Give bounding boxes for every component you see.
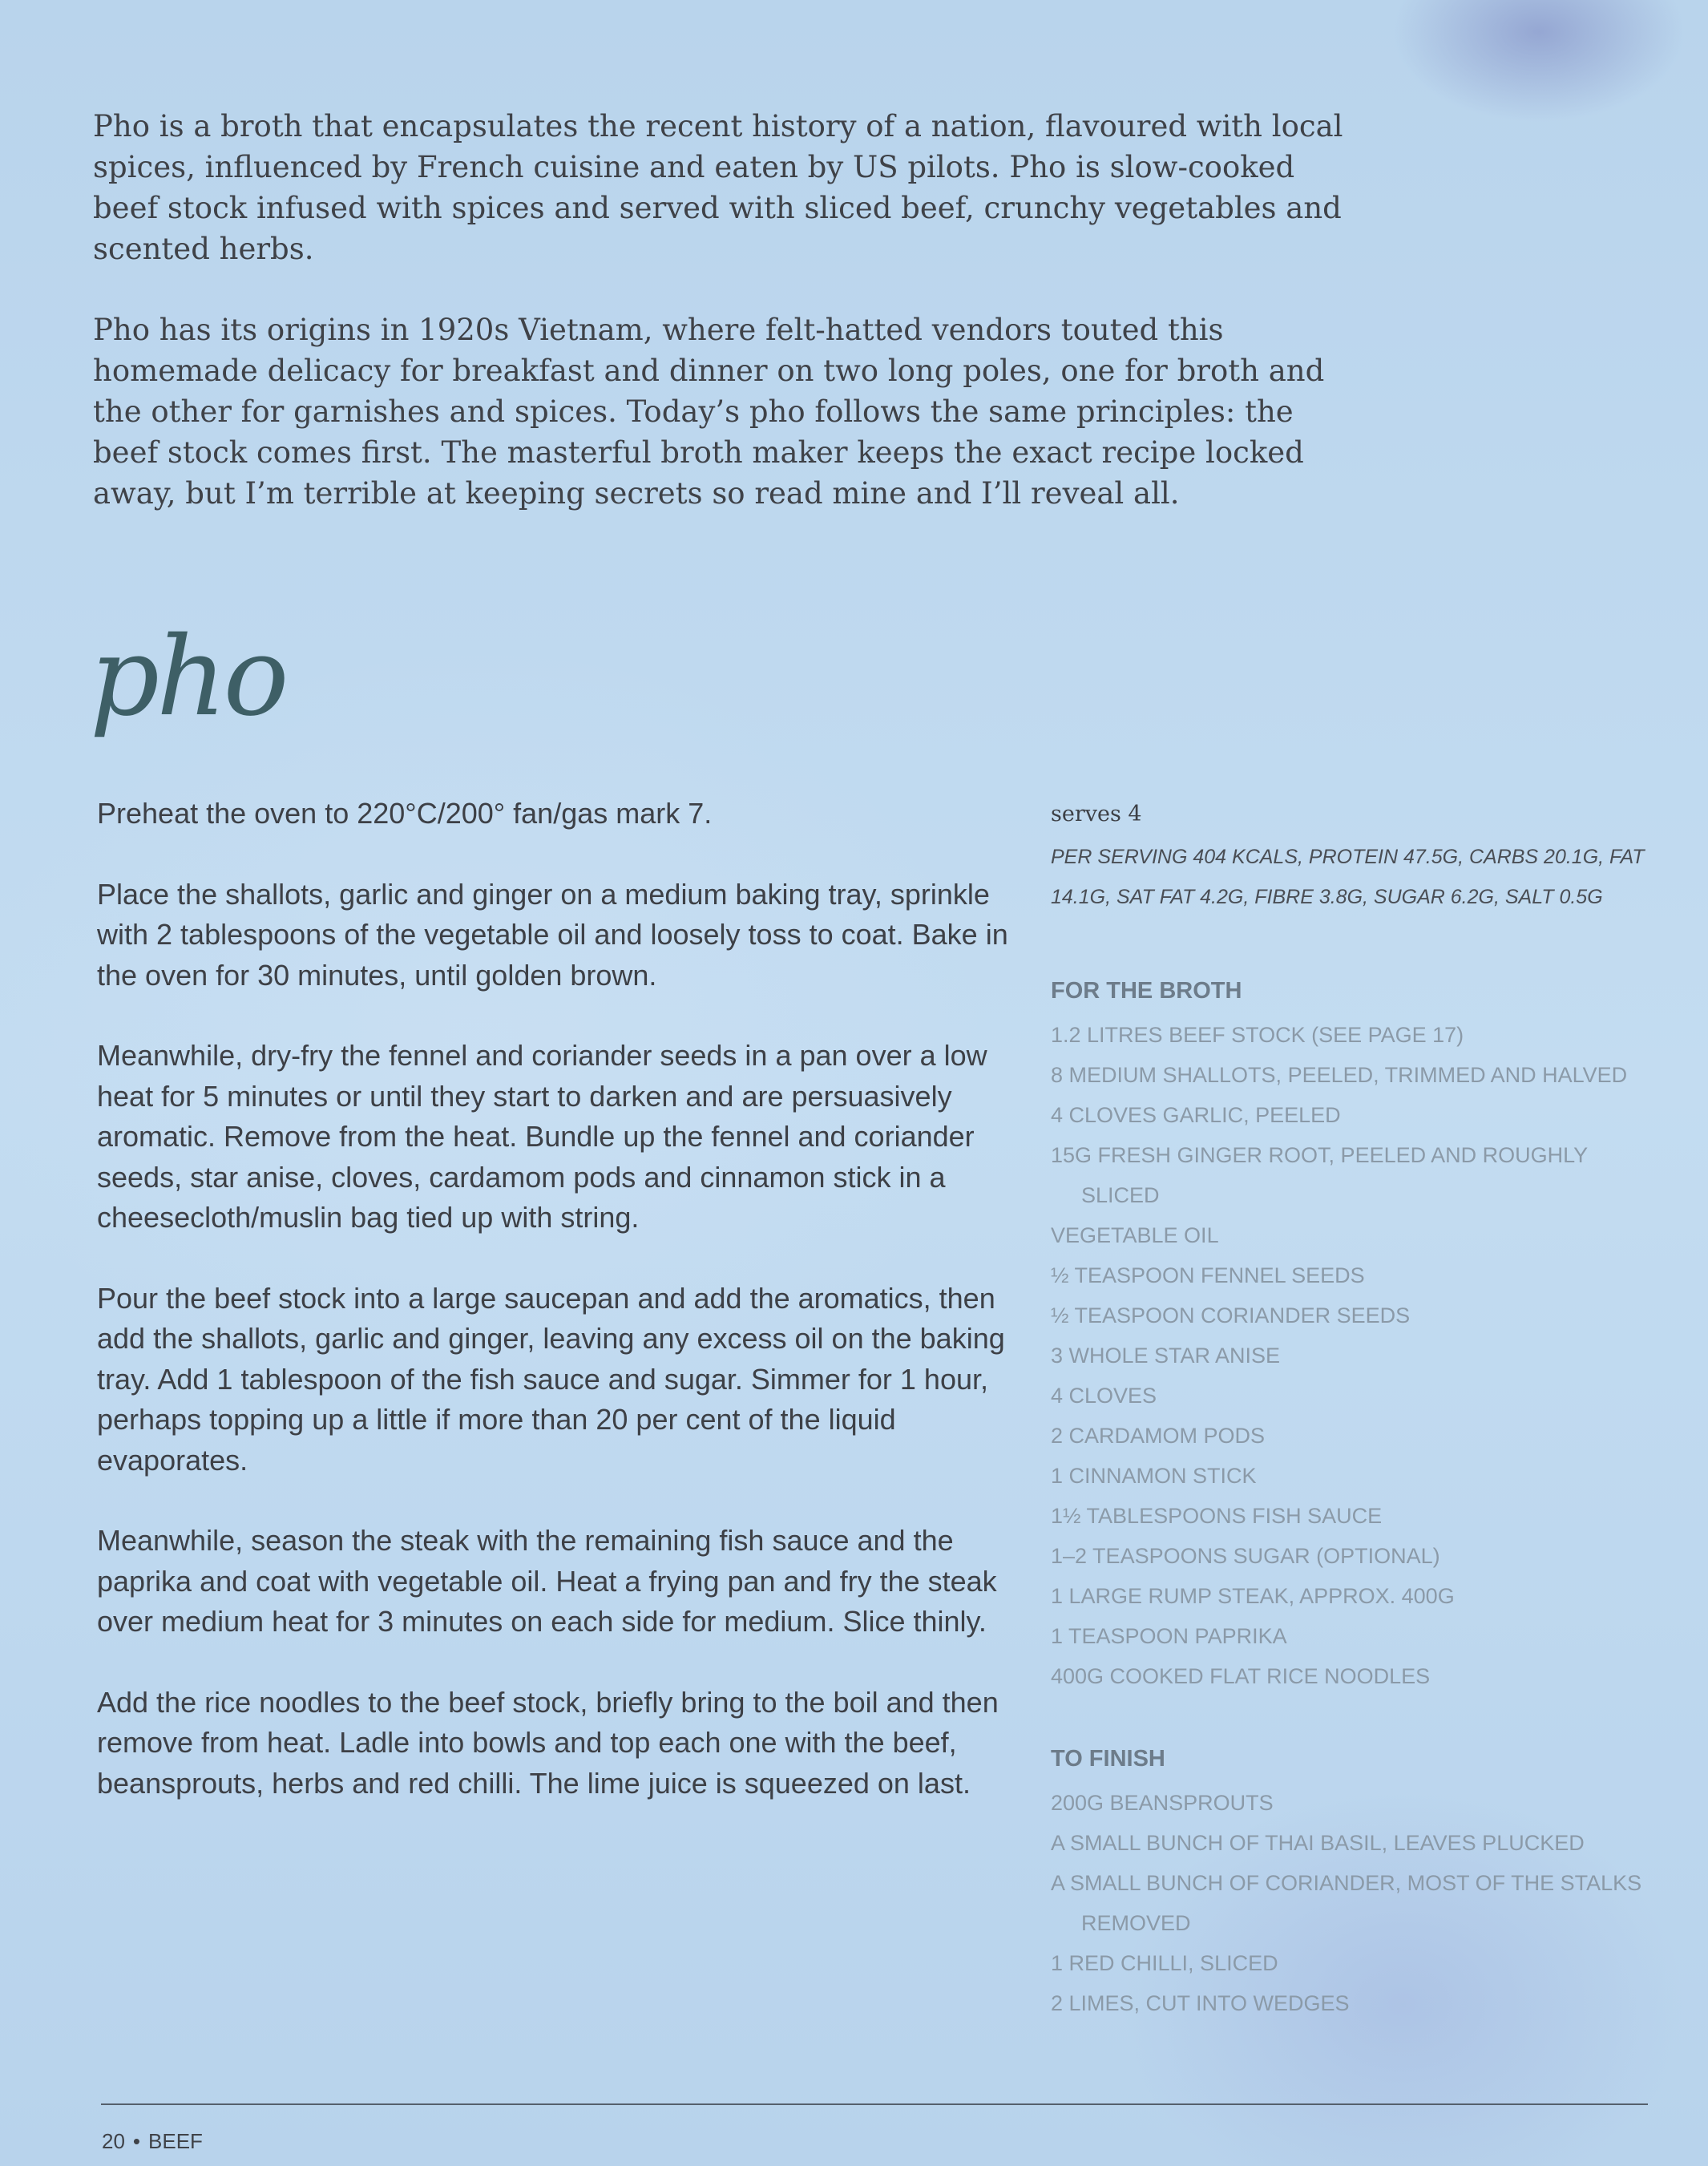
method-step: Meanwhile, season the steak with the remaining fish sauce and the paprika and coat with vegetable oil. Heat a frying pan and fry the steak over medium heat for 3 minutes on each side for medium. Slice thinly. [97,1524,997,1638]
ingredient-item: 400G COOKED FLAT RICE NOODLES [1051,1664,1431,1688]
ingredient-item: A SMALL BUNCH OF THAI BASIL, LEAVES PLUCKED [1051,1831,1585,1855]
method-step: Add the rice noodles to the beef stock, briefly bring to the boil and then remove from heat. Ladle into bowls and top each one with the beef, beansprouts, herbs and red chilli. The lime juice is squeezed on last. [97,1685,999,1800]
intro-text [93,106,1343,554]
ingredient-item: 1 LARGE RUMP STEAK, APPROX. 400G [1051,1584,1455,1608]
intro-paragraph: Pho is a broth that encapsulates the recent history of a nation, flavoured with local spices, influenced by French cuisine and eaten by US pilots. Pho is slow-cooked beef stock infused with spices and served with sliced beef, crunchy vegetables and scented herbs. [93,109,1343,266]
ingredients-panel [1051,798,1668,2068]
broth-ingredient-list [1051,1015,1668,1696]
method-step: Place the shallots, garlic and ginger on a medium baking tray, sprinkle with 2 tablespoons of the vegetable oil and loosely toss to coat. Bake in the oven for 30 minutes, until golden brown. [97,877,1008,992]
broth-heading: FOR THE BROTH [1051,978,1242,1004]
finish-ingredient-list [1051,1783,1668,2023]
ingredient-item: 8 MEDIUM SHALLOTS, PEELED, TRIMMED AND HALVED [1051,1063,1628,1087]
ingredient-item: A SMALL BUNCH OF CORIANDER, MOST OF THE STALKS REMOVED [1051,1871,1642,1935]
page-footer [102,2128,203,2155]
method-step: Meanwhile, dry-fry the fennel and coriander seeds in a pan over a low heat for 5 minutes or until they start to darken and are persuasively aromatic. Remove from the heat. Bundle up the fennel and coriander seeds, star anise, cloves, cardamom pods and cinnamon stick in a cheesecloth/muslin bag tied up with string. [97,1039,987,1234]
method-step: Pour the beef stock into a large saucepan and add the aromatics, then add the shallots, garlic and ginger, leaving any excess oil on the baking tray. Add 1 tablespoon of the fish sauce and sugar. Simmer for 1 hour, perhaps topping up a little if more than 20 per cent of the liquid evaporates. [97,1281,1005,1477]
ingredient-item: 1 CINNAMON STICK [1051,1464,1257,1488]
ingredient-item: 4 CLOVES [1051,1384,1157,1408]
ingredient-item: ½ TEASPOON FENNEL SEEDS [1051,1263,1365,1287]
method-step: Preheat the oven to 220°C/200° fan/gas mark 7. [97,797,713,830]
method-steps [97,794,1019,1844]
ingredient-item: 3 WHOLE STAR ANISE [1051,1344,1281,1368]
ingredient-item: 15G FRESH GINGER ROOT, PEELED AND ROUGHLY SLICED [1051,1143,1588,1207]
ingredient-item: ½ TEASPOON CORIANDER SEEDS [1051,1303,1411,1327]
ingredient-item: 1–2 TEASPOONS SUGAR (OPTIONAL) [1051,1544,1440,1568]
nutrition-info: PER SERVING 404 KCALS, PROTEIN 47.5G, CARBS 20.1G, FAT 14.1G, SAT FAT 4.2G, FIBRE 3.8G, SUGAR 6.2G, SALT 0.5G [1051,846,1645,908]
ingredient-item: 1.2 LITRES BEEF STOCK (SEE PAGE 17) [1051,1023,1464,1047]
recipe-title: pho [90,614,286,741]
serves-label: serves 4 [1051,802,1142,826]
finish-heading: TO FINISH [1051,1746,1165,1772]
ingredient-item: 200G BEANSPROUTS [1051,1791,1274,1815]
ingredient-item: 4 CLOVES GARLIC, PEELED [1051,1103,1341,1127]
ingredient-item: VEGETABLE OIL [1051,1223,1219,1247]
intro-paragraph: Pho has its origins in 1920s Vietnam, where felt-hatted vendors touted this homemade delicacy for breakfast and dinner on two long poles, one for broth and the other for garnishes and spices. Today’s pho follows the same principles: the beef stock comes first. The masterful broth maker keeps the exact recipe locked away, but I’m terrible at keeping secrets so read mine and I’ll reveal all. [93,313,1325,511]
page-number: 20 [102,2129,125,2153]
ingredient-item: 1½ TABLESPOONS FISH SAUCE [1051,1504,1383,1528]
footer-divider [101,2103,1648,2105]
ingredient-item: 2 LIMES, CUT INTO WEDGES [1051,1991,1350,2015]
ingredient-item: 2 CARDAMOM PODS [1051,1424,1266,1448]
ingredient-item: 1 TEASPOON PAPRIKA [1051,1624,1287,1648]
footer-separator: • [132,2129,141,2153]
section-name: BEEF [148,2129,203,2153]
ingredient-item: 1 RED CHILLI, SLICED [1051,1951,1278,1975]
